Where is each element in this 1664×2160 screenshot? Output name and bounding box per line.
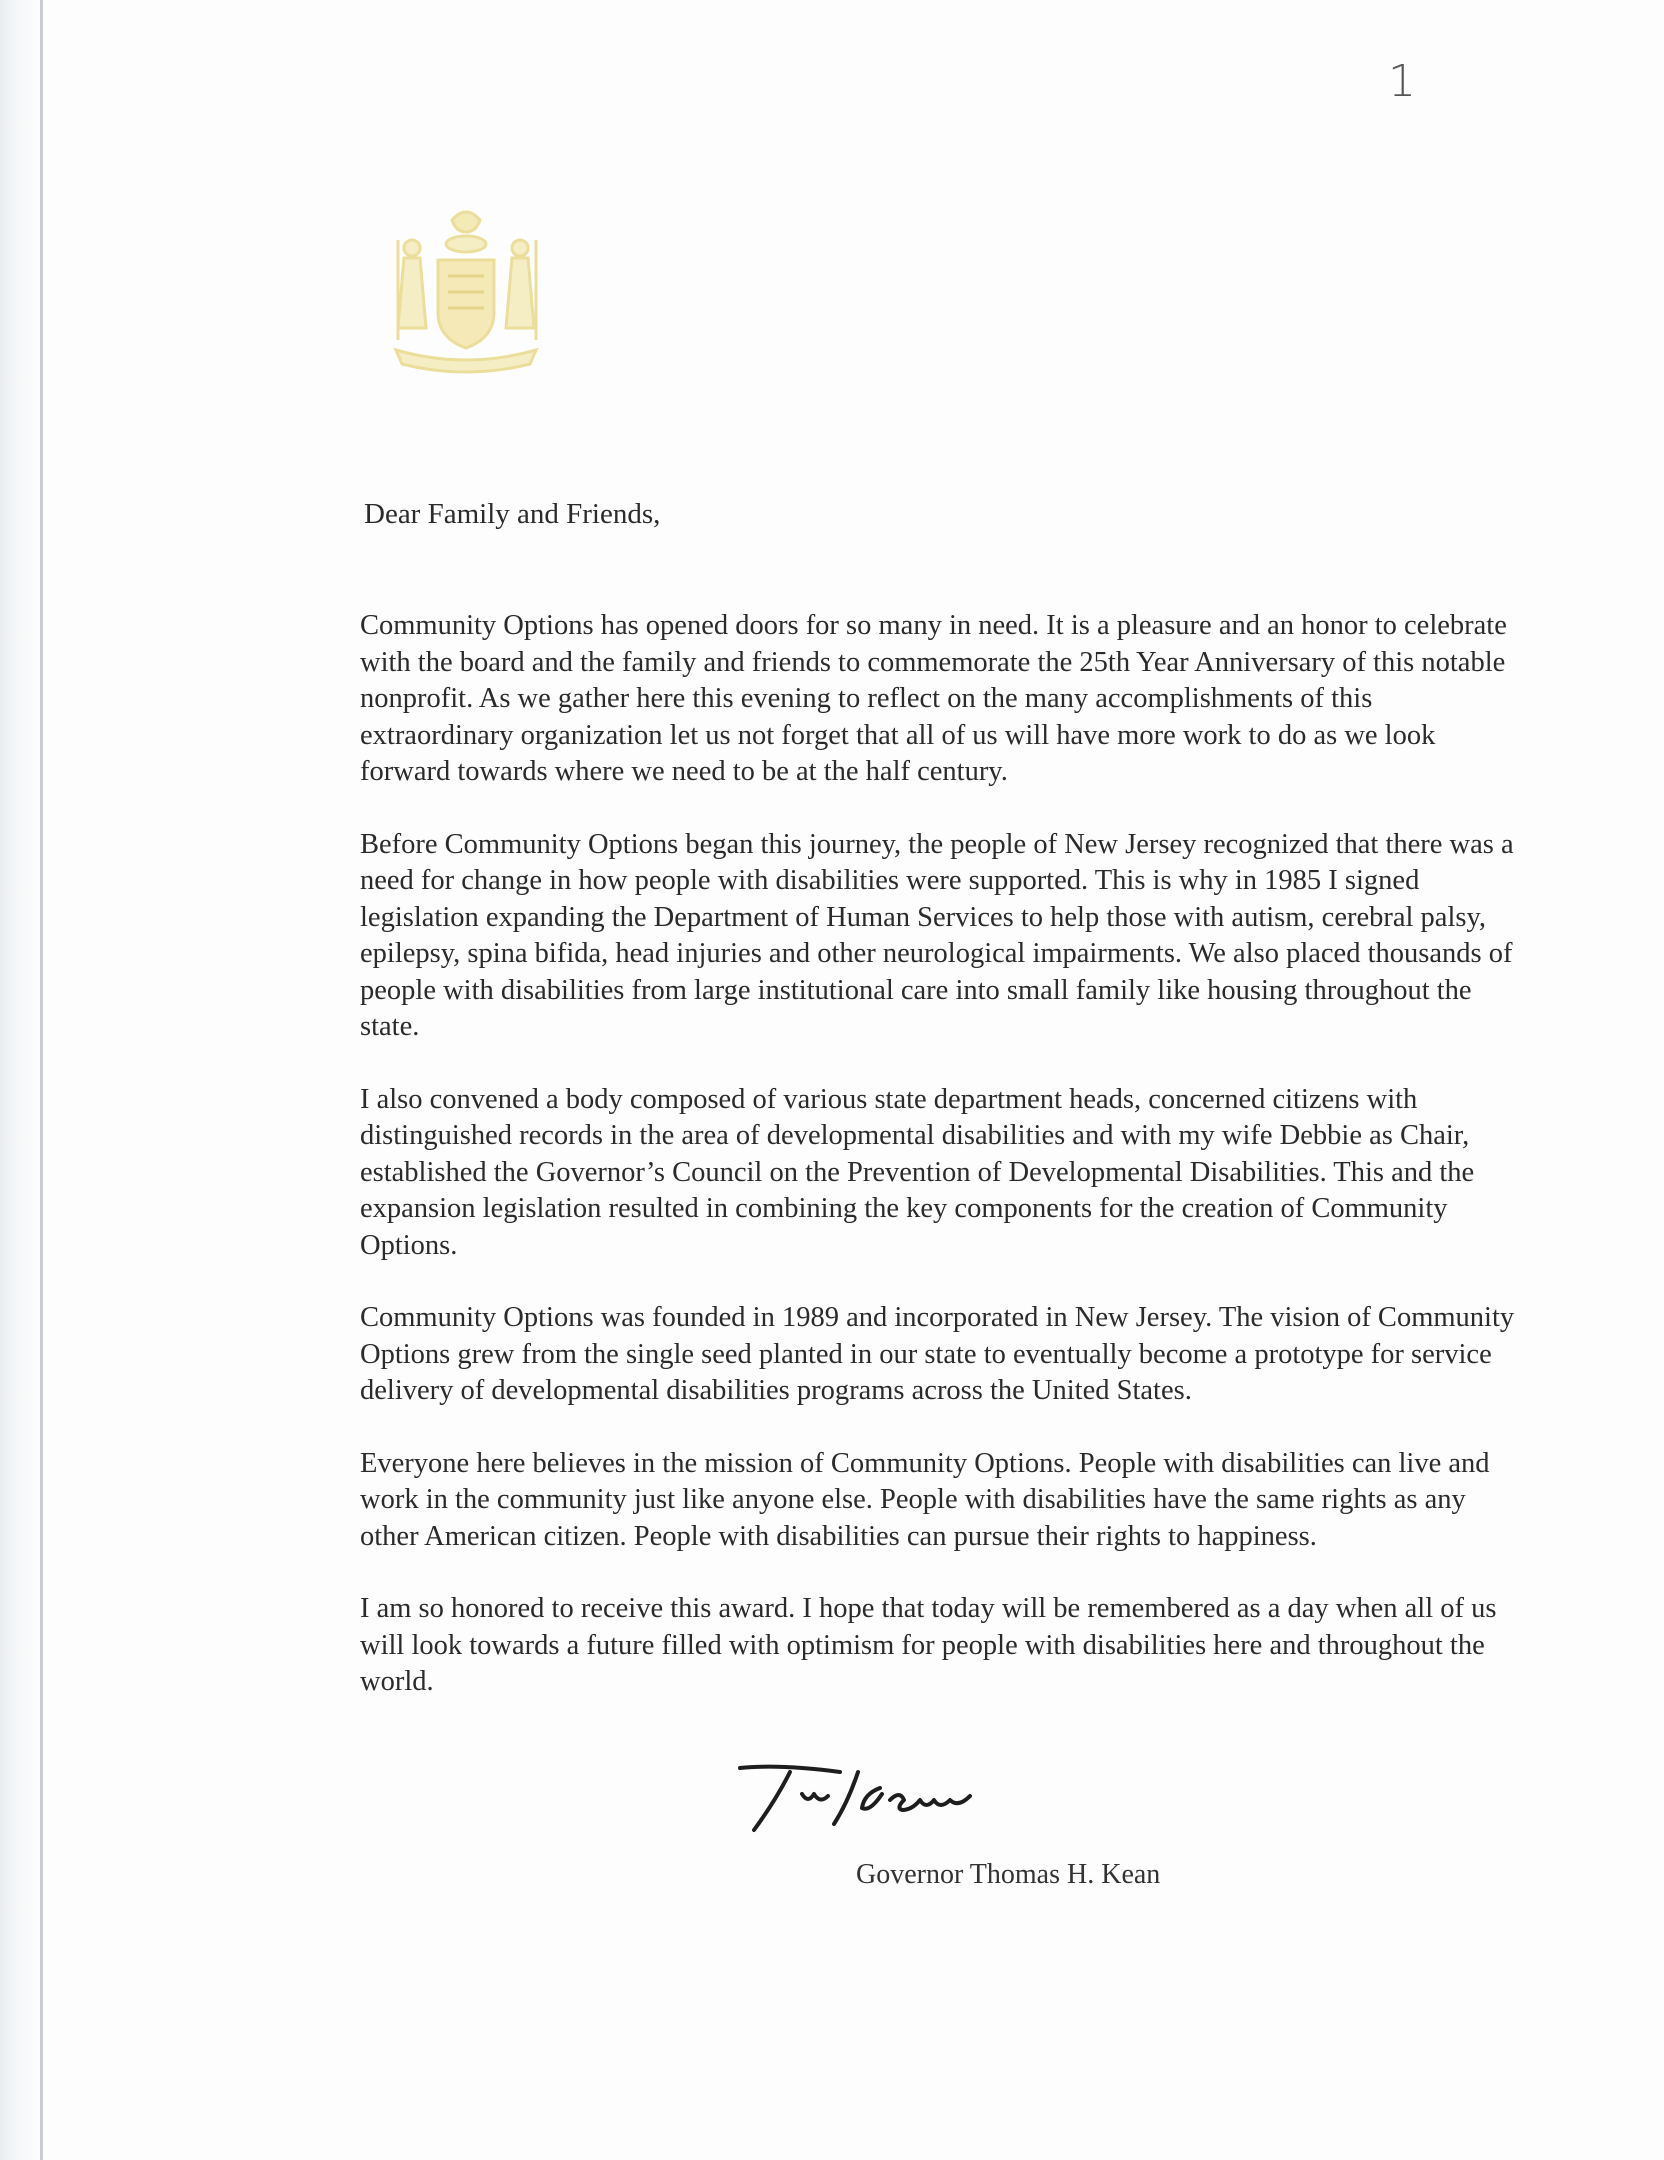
paragraph-1: Community Options has opened doors for so many in need. It is a pleasure and an honor to celebrate with the board and the family and friends to commemorate the 25th Year Anniversary of this notable nonprofit. As we gather here this evening to reflect on the many accomplishments of this extraordinary organization let us not forget that all of us will have more work to do as we look forward towards where we need to be at the half century. (360, 610, 1507, 787)
paragraph-3: I also convened a body composed of various state department heads, concerned citizens with distinguished records in the area of developmental disabilities and with my wife Debbie as Chair, established the Governor’s Council on the Prevention of Developmental Disabilities. This and the expansion legislation resulted in combining the key components for the creation of Community Options. (360, 1083, 1475, 1261)
state-seal-icon (386, 200, 546, 375)
paragraph-4: Community Options was founded in 1989 and incorporated in New Jersey. The vision of Community Options grew from the single seed planted in our state to eventually become a prototype for service delivery of developmental disabilities programs across the United States. (360, 1302, 1515, 1406)
binding-edge (40, 0, 43, 2160)
handwritten-signature (730, 1750, 1070, 1840)
signer-name: Governor Thomas H. Kean (856, 1859, 1161, 1890)
paragraph-5: Everyone here believes in the mission of Community Options. People with disabilities can live and work in the community just like anyone else. People with disabilities have the same rights as any other American citizen. People with disabilities can pursue their rights to happiness. (360, 1447, 1490, 1552)
letter-body (360, 496, 1530, 1737)
page-number: 1 (1388, 56, 1416, 107)
salutation: Dear Family and Friends, (364, 498, 661, 530)
paragraph-6: I am so honored to receive this award. I hope that today will be remembered as a day when all of us will look towards a future filled with optimism for people with disabilities here and throughout the world. (360, 1593, 1497, 1697)
paragraph-2: Before Community Options began this journey, the people of New Jersey recognized that there was a need for change in how people with disabilities were supported. This is why in 1985 I signed legislation expanding the Department of Human Services to help those with autism, cerebral palsy, epilepsy, spina bifida, head injuries and other neurological impairments. We also placed thousands of people with disabilities from large institutional care into small family like housing throughout the state. (360, 828, 1514, 1042)
